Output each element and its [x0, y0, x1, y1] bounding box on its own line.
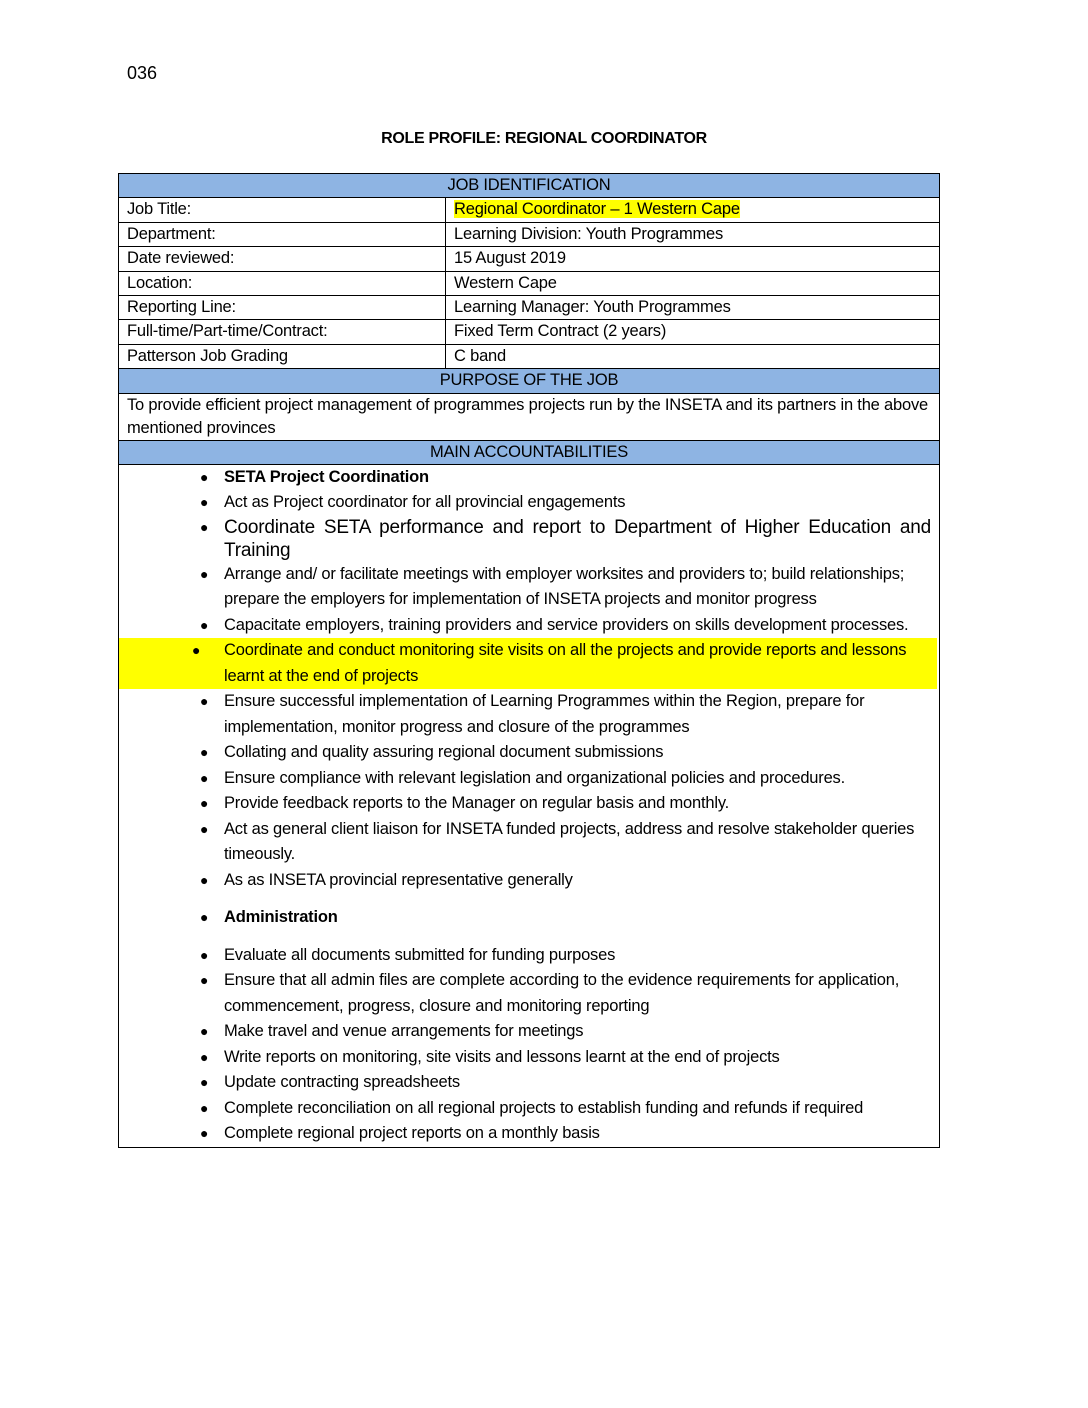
bullet-icon: ● [200, 1125, 209, 1142]
bullet-icon: ● [200, 744, 209, 761]
table-row [119, 320, 940, 344]
bullet-icon: ● [200, 769, 209, 786]
list-item: ● Arrange and/ or facilitate meetings with employer worksites and providers to; build relationships; prepare the employers for implementation of INSETA projects and monitor progress [127, 562, 931, 613]
row-value-contract-type: Fixed Term Contract (2 years) [446, 320, 940, 344]
bullet-icon: ● [200, 871, 209, 888]
list-item: ● Collating and quality assuring regional document submissions [127, 740, 931, 766]
list-item: ● Ensure that all admin files are complete according to the evidence requirements for application, commencement, progress, closure and monitoring reporting [127, 968, 931, 1019]
highlighted-job-title: Regional Coordinator – 1 Western Cape [454, 200, 740, 219]
list-item: ● Act as Project coordinator for all provincial engagements [127, 490, 931, 516]
bullet-icon: ● [200, 795, 209, 812]
role-profile-table [118, 173, 940, 1148]
row-value-reporting-line: Learning Manager: Youth Programmes [446, 295, 940, 319]
list-item: ● Administration [127, 905, 931, 931]
bullet-icon: ● [200, 820, 209, 837]
table-row [119, 198, 940, 222]
bullet-icon: ● [200, 972, 209, 989]
bullet-icon: ● [200, 946, 209, 963]
list-item: ● Provide feedback reports to the Manager on regular basis and monthly. [127, 791, 931, 817]
bullet-icon: ● [192, 642, 201, 659]
table-row [119, 271, 940, 295]
table-row [119, 344, 940, 368]
row-label-date-reviewed: Date reviewed: [119, 247, 446, 271]
row-label-location: Location: [119, 271, 446, 295]
row-value-job-title [446, 198, 940, 222]
accountabilities-cell [119, 464, 940, 1147]
list-item: ● Coordinate SETA performance and report to Department of Higher Education and Training [200, 516, 931, 561]
list-item: ● Ensure successful implementation of Learning Programmes within the Region, prepare for implementation, monitor progress and closure of the programmes [127, 689, 931, 740]
bullet-icon: ● [200, 1074, 209, 1091]
bullet-icon: ● [200, 468, 209, 485]
bullet-icon: ● [200, 693, 209, 710]
row-label-department: Department: [119, 222, 446, 246]
bullet-icon: ● [200, 1048, 209, 1065]
purpose-header: PURPOSE OF THE JOB [119, 369, 940, 393]
accountabilities-list [127, 465, 931, 1147]
list-item: ● Complete reconciliation on all regional projects to establish funding and refunds if required [127, 1096, 931, 1122]
bullet-icon: ● [200, 494, 209, 511]
row-label-reporting-line: Reporting Line: [119, 295, 446, 319]
table-row [119, 247, 940, 271]
bullet-icon: ● [200, 1099, 209, 1116]
page-number: 036 [127, 63, 158, 83]
bullet-icon: ● [200, 565, 209, 582]
list-item: ● Capacitate employers, training providers and service providers on skills development processes. [127, 613, 931, 639]
row-label-job-grading: Patterson Job Grading [119, 344, 446, 368]
bullet-icon: ● [200, 909, 209, 926]
list-item: ● Write reports on monitoring, site visits and lessons learnt at the end of projects [127, 1045, 931, 1071]
list-item: ● Update contracting spreadsheets [127, 1070, 931, 1096]
highlighted-list-item: ● Coordinate and conduct monitoring site visits on all the projects and provide reports and lessons learnt at the end of projects [119, 638, 937, 689]
table-row [119, 222, 940, 246]
bullet-icon: ● [200, 1023, 209, 1040]
list-item: ● Complete regional project reports on a monthly basis [127, 1121, 931, 1147]
row-label-job-title: Job Title: [119, 198, 446, 222]
document-title: ROLE PROFILE: REGIONAL COORDINATOR [381, 130, 707, 147]
row-value-job-grading: C band [446, 344, 940, 368]
row-label-contract-type: Full-time/Part-time/Contract: [119, 320, 446, 344]
list-item: ● Act as general client liaison for INSETA funded projects, address and resolve stakeholder queries timeously. [127, 817, 931, 868]
row-value-date-reviewed: 15 August 2019 [446, 247, 940, 271]
table-row [119, 295, 940, 319]
list-item: ● Make travel and venue arrangements for meetings [127, 1019, 931, 1045]
bullet-icon: ● [200, 518, 209, 535]
accountabilities-header: MAIN ACCOUNTABILITIES [119, 440, 940, 464]
job-identification-header: JOB IDENTIFICATION [119, 174, 940, 198]
list-item: ● As as INSETA provincial representative generally [127, 868, 931, 894]
row-value-location: Western Cape [446, 271, 940, 295]
bullet-icon: ● [200, 616, 209, 633]
list-item: ● Ensure compliance with relevant legislation and organizational policies and procedures. [127, 766, 931, 792]
row-value-department: Learning Division: Youth Programmes [446, 222, 940, 246]
list-item: ● Evaluate all documents submitted for funding purposes [127, 943, 931, 969]
purpose-text: To provide efficient project management of programmes projects run by the INSETA and its partners in the above mentioned provinces [119, 393, 940, 440]
list-item: ● SETA Project Coordination [127, 465, 931, 491]
